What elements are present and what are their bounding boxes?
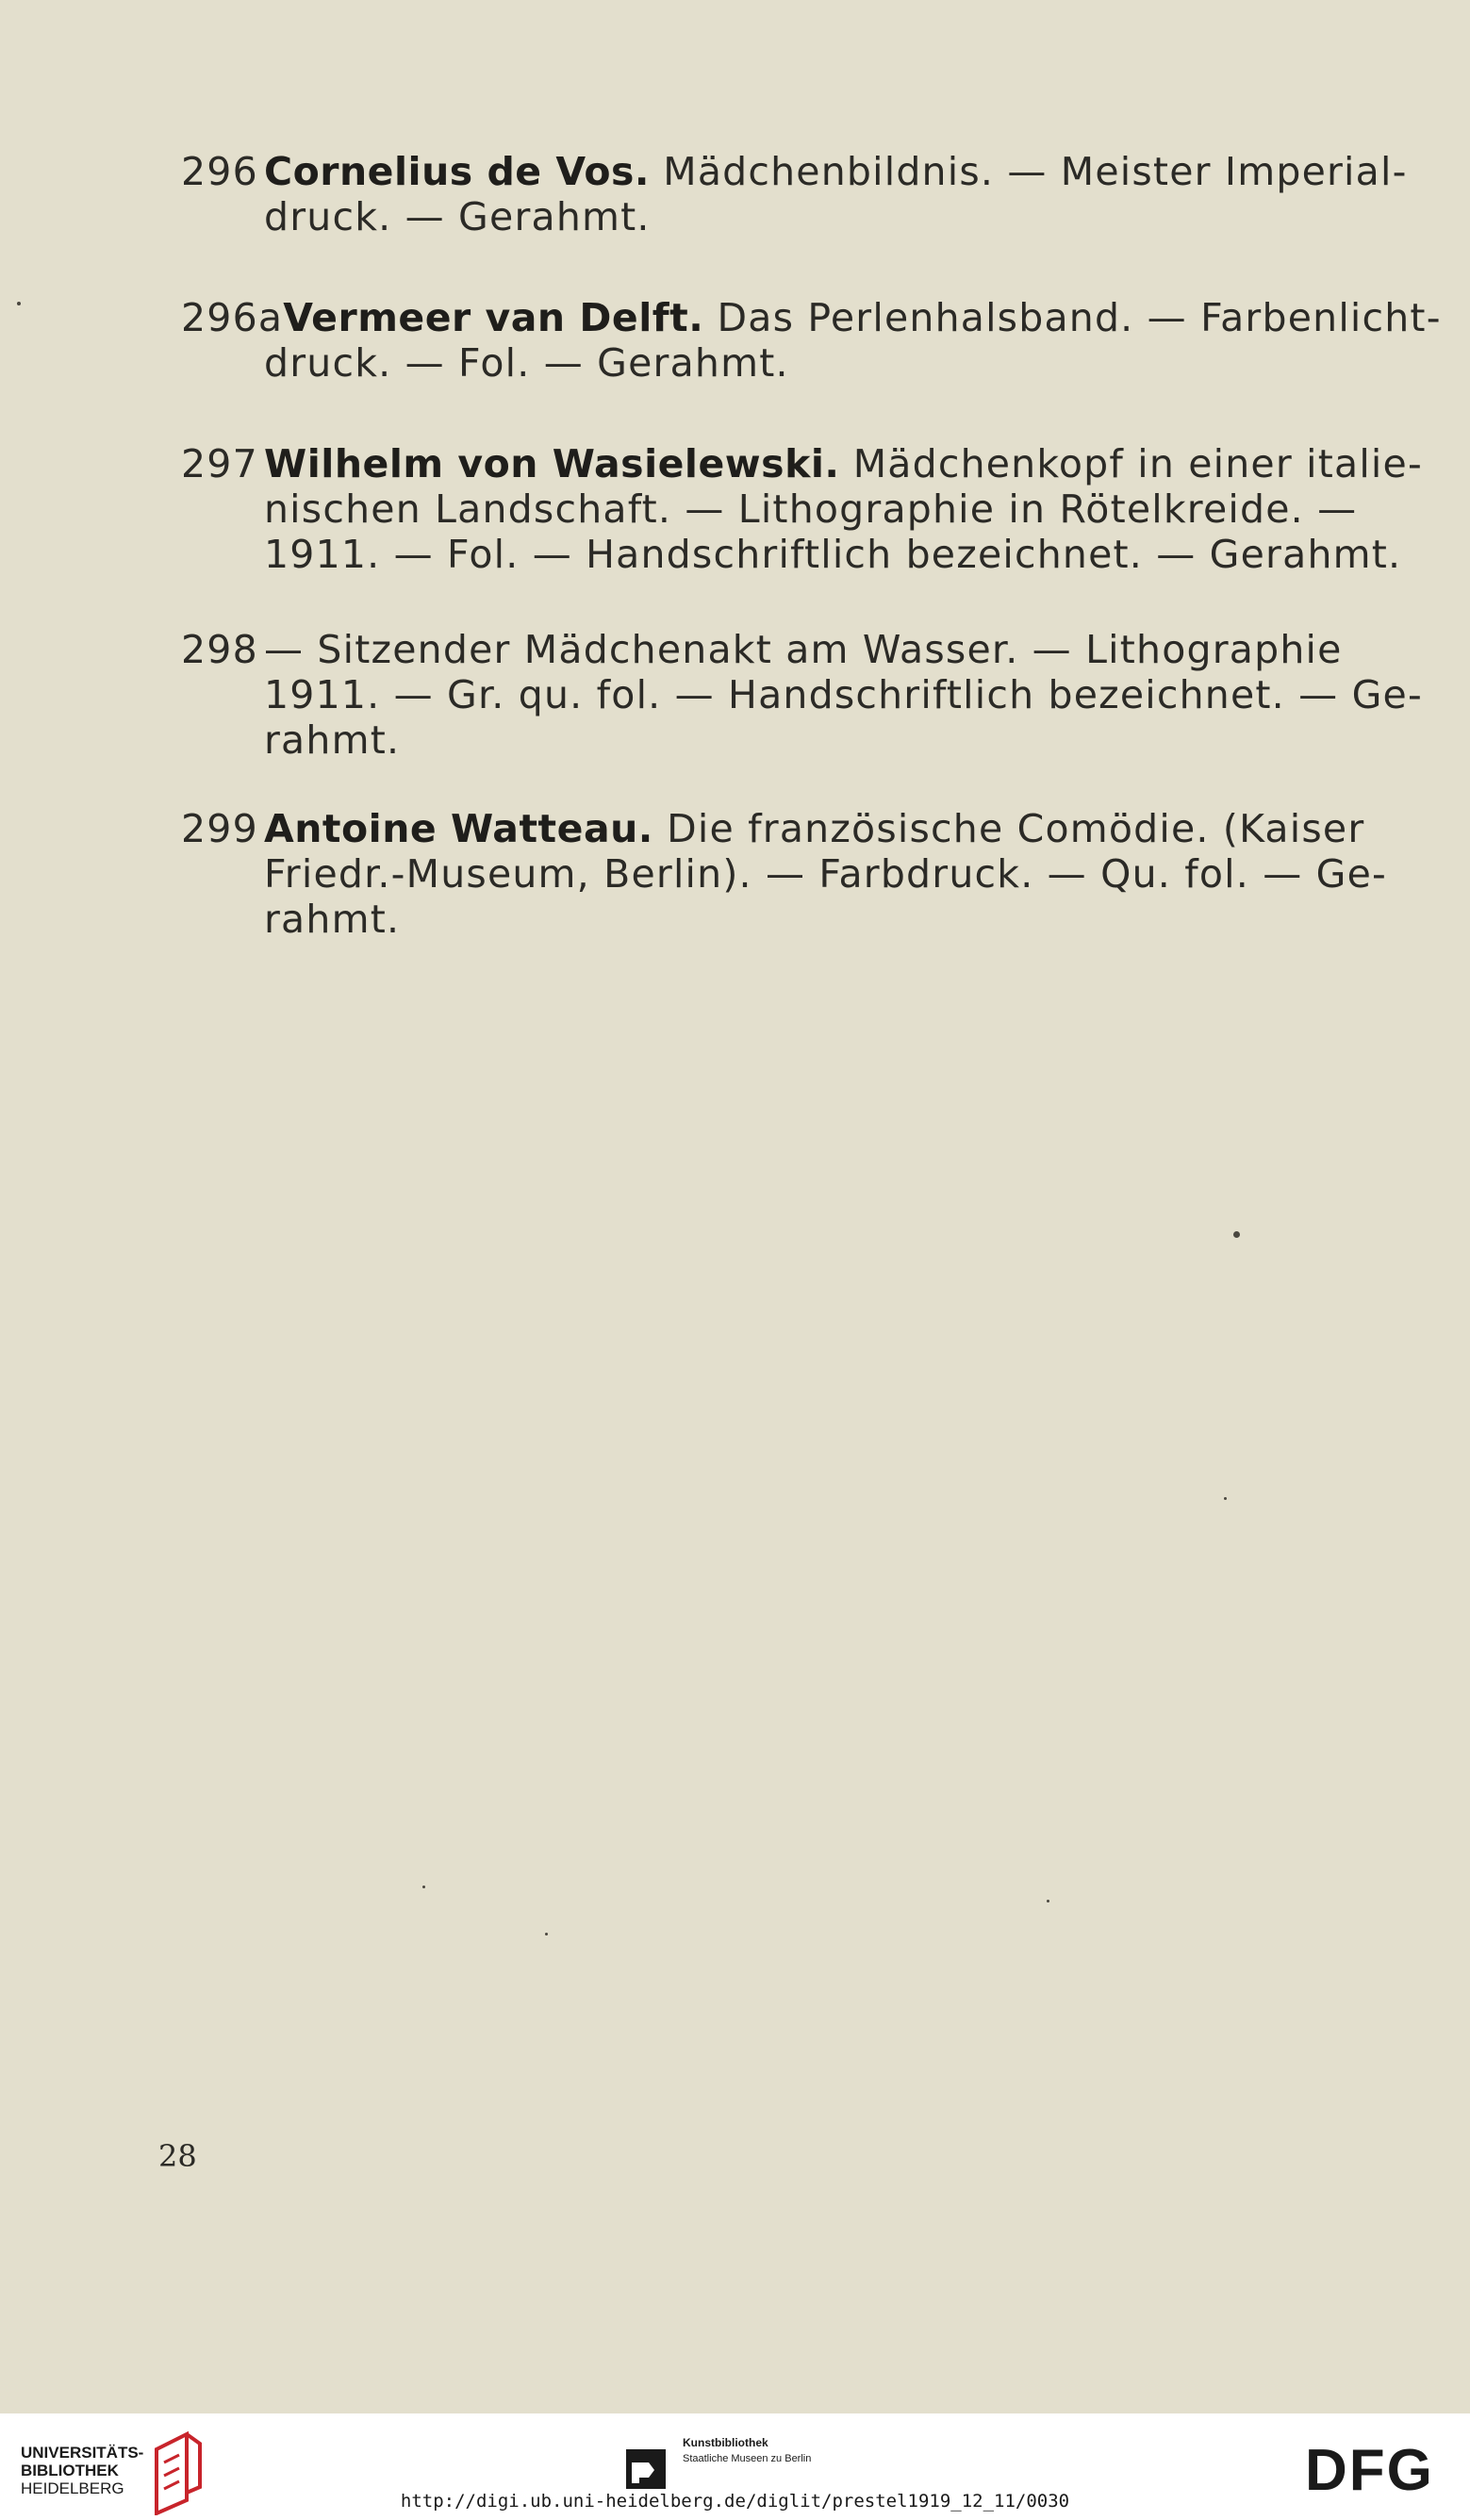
entry-text: Mädchenkopf in einer italie- <box>852 441 1423 486</box>
catalog-entry <box>181 806 1386 942</box>
entry-line <box>181 295 1442 340</box>
university-library-label <box>21 2444 143 2497</box>
paper-speck <box>422 1886 425 1888</box>
permalink-url[interactable]: http://digi.ub.uni-heidelberg.de/diglit/prestel1919_12_11/0030 <box>400 2491 1070 2512</box>
entry-line <box>181 627 1386 672</box>
paper-speck <box>1224 1497 1227 1500</box>
catalog-entry <box>181 149 1408 239</box>
university-line: BIBLIOTHEK <box>21 2462 119 2479</box>
paper-speck <box>545 1933 548 1935</box>
entry-text: nischen Landschaft. — Lithographie in Rötelkreide. — <box>264 486 1358 532</box>
university-line: UNIVERSITÄTS- <box>21 2444 144 2462</box>
entry-number: 298 <box>181 627 258 672</box>
entry-text: Mädchenbildnis. — Meister Imperial- <box>663 149 1408 194</box>
kunstbibliothek-logo-icon <box>626 2449 666 2489</box>
catalog-entry <box>181 441 1423 577</box>
entry-number: 299 <box>181 806 258 851</box>
paper-speck <box>1047 1900 1049 1902</box>
entry-text: 1911. — Gr. qu. fol. — Handschriftlich bezeichnet. — Ge- <box>264 672 1423 717</box>
artist-name: Antoine Watteau. <box>264 806 653 851</box>
artist-name: Cornelius de Vos. <box>264 149 651 194</box>
entry-text: rahmt. <box>264 897 401 942</box>
entry-line <box>181 441 1423 486</box>
entry-text: rahmt. <box>264 717 401 763</box>
entry-number: 297 <box>181 441 258 486</box>
entry-text: — Sitzender Mädchenakt am Wasser. — Lithographie <box>264 627 1343 672</box>
entry-number: 296a <box>181 295 284 340</box>
entry-text: Die französische Comödie. (Kaiser <box>667 806 1365 851</box>
page-number: 28 <box>158 2138 197 2174</box>
entry-number: 296 <box>181 149 258 194</box>
paper-speck <box>1233 1231 1240 1238</box>
kunstbibliothek-subtitle: Staatliche Museen zu Berlin <box>683 2453 812 2464</box>
entry-text: druck. — Fol. — Gerahmt. <box>264 340 789 386</box>
entry-text: Friedr.-Museum, Berlin). — Farbdruck. — Qu. fol. — Ge- <box>264 851 1388 897</box>
artist-name: Wilhelm von Wasielewski. <box>264 441 840 486</box>
entry-text: druck. — Gerahmt. <box>264 194 651 239</box>
entry-line <box>181 806 1386 851</box>
artist-name: Vermeer van Delft. <box>283 295 704 340</box>
kunstbibliothek-title: Kunstbibliothek <box>683 2436 768 2449</box>
catalog-entry <box>181 627 1423 763</box>
entry-line <box>181 149 1408 194</box>
entry-text: 1911. — Fol. — Handschriftlich bezeichnet. — Gerahmt. <box>264 532 1402 577</box>
paper-speck <box>17 302 21 305</box>
catalog-entry <box>181 295 1442 386</box>
dfg-logo: DFG <box>1305 2438 1434 2503</box>
entry-text: Das Perlenhalsband. — Farbenlicht- <box>717 295 1442 340</box>
university-line: HEIDELBERG <box>21 2479 124 2497</box>
